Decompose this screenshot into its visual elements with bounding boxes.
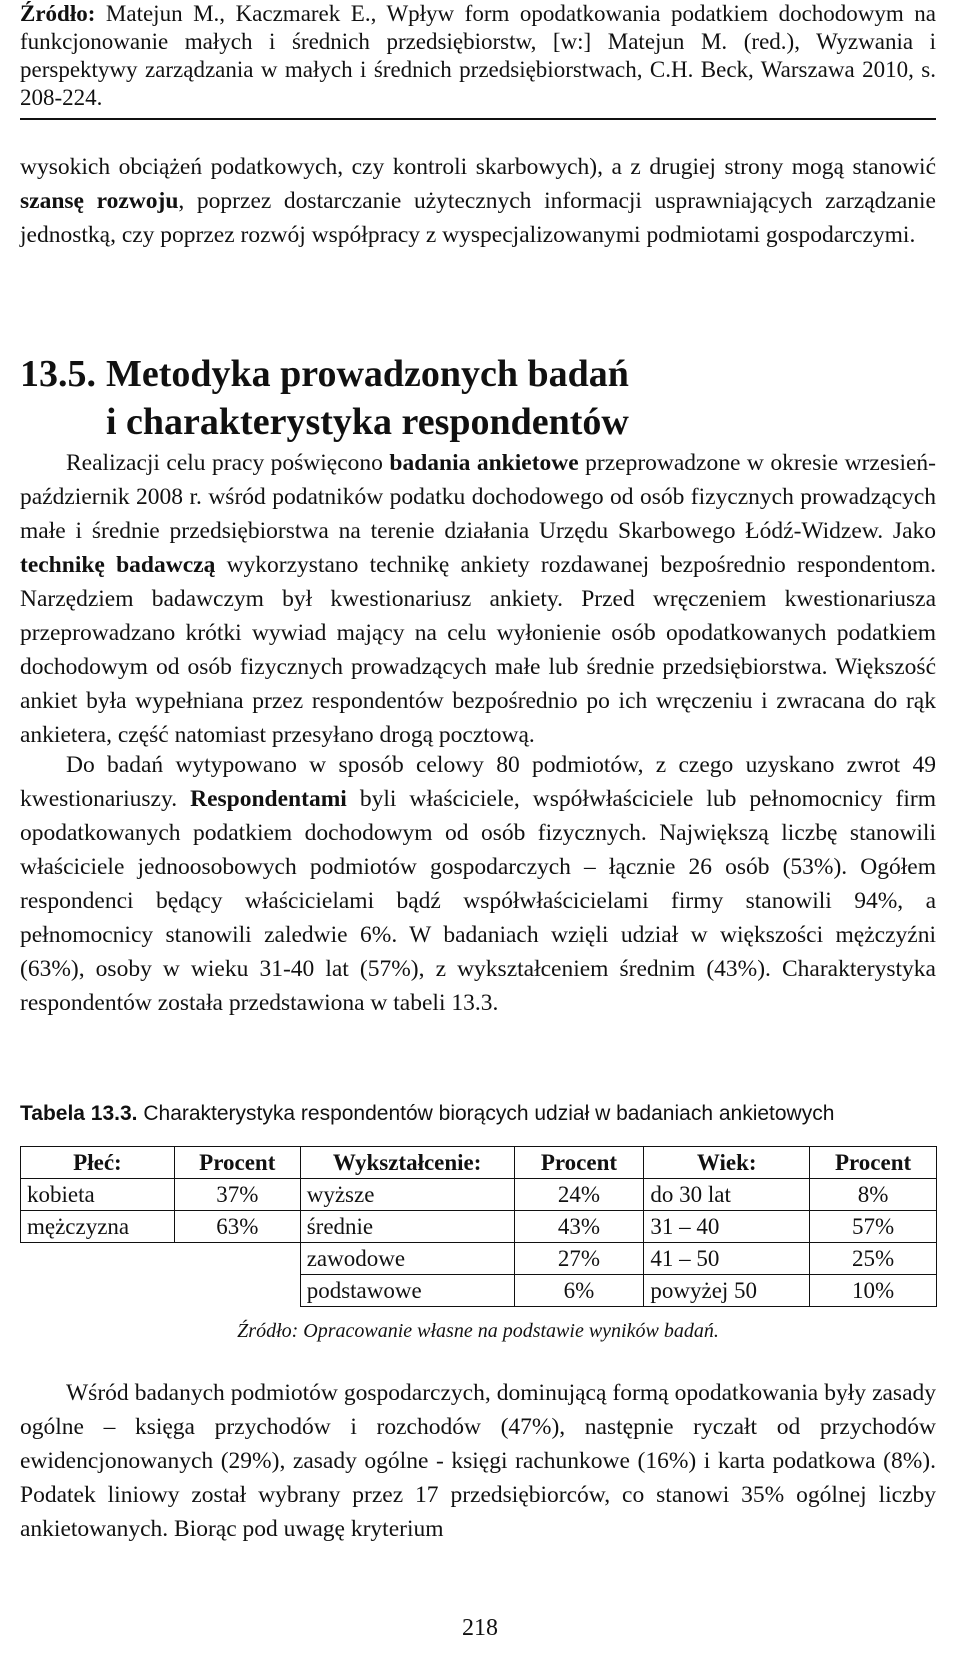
table-cell: 37% (174, 1179, 300, 1211)
table-cell-empty (174, 1243, 300, 1275)
table-cell: wyższe (300, 1179, 514, 1211)
intro-bold-text: szansę rozwoju (20, 188, 179, 214)
respondents-bold: Respondentami (190, 786, 347, 812)
methodology-text-e: wykorzystano technikę ankiety rozdawanej bezpośrednio respondentom. Narzędziem badawczym był kwestionariusz ankiety. Przed wręczeniem kwestionariusza przeprowadzano krótki wywiad mający na celu wyłonienie osób opodatkowanych podatkiem dochodowym od osób fizycznych prowadzących małe lub średnie przedsiębiorstwa. Większość ankiet była wypełniana przez respondentów bezpośrednio po ich wręczeniu i zwracana do rąk ankietera, część natomiast przesyłano drogą pocztową. (20, 552, 936, 748)
intro-paragraph (20, 150, 936, 252)
table-cell-empty (21, 1275, 175, 1307)
table-cell: powyżej 50 (644, 1275, 810, 1307)
table-header: Płeć: (21, 1147, 175, 1179)
table-cell: 43% (514, 1211, 644, 1243)
table-row (21, 1275, 937, 1307)
table-row (21, 1243, 937, 1275)
table-source-note: Źródło: Opracowanie własne na podstawie wyników badań. (237, 1320, 719, 1342)
table-row (21, 1179, 937, 1211)
page-number: 218 (462, 1615, 498, 1641)
table-caption-label: Tabela 13.3. (20, 1102, 138, 1125)
table-header: Procent (810, 1147, 937, 1179)
table-cell: 57% (810, 1211, 937, 1243)
table-cell: 41 – 50 (644, 1243, 810, 1275)
table-cell-empty (174, 1275, 300, 1307)
intro-text-a: wysokich obciążeń podatkowych, czy kontroli skarbowych), a z drugiej strony mogą stanowić (20, 154, 936, 180)
table-caption (20, 1100, 936, 1128)
table-cell: 24% (514, 1179, 644, 1211)
table-cell: 10% (810, 1275, 937, 1307)
table-cell: 6% (514, 1275, 644, 1307)
table-row (21, 1211, 937, 1243)
methodology-text-c: przeprowadzone w okresie wrzesień-październik 2008 r. wśród podatników podatku dochodowego od osób fizycznych prowadzących małe i średnie przedsiębiorstwa na terenie działania Urzędu Skarbowego Łódź-Widzew. Jako (20, 450, 936, 544)
closing-paragraph: Wśród badanych podmiotów gospodarczych, dominującą formą opodatkowania były zasady ogólne – księga przychodów i rozchodów (47%), następnie ryczałt od przychodów ewidencjonowanych (29%), zasady ogólne - księgi rachunkowe (16%) i karta podatkowa (8%). Podatek liniowy został wybrany przez 17 przedsiębiorców, co stanowi 35% ogólnej liczby ankietowanych. Biorąc pod uwagę kryterium (20, 1380, 936, 1542)
table-header: Wiek: (644, 1147, 810, 1179)
section-number: 13.5. (20, 353, 96, 395)
respondents-paragraph (20, 748, 936, 1020)
section-title-line1: Metodyka prowadzonych badań (106, 353, 629, 395)
table-caption-text: Charakterystyka respondentów biorących udział w badaniach ankietowych (137, 1102, 835, 1125)
table-cell: 63% (174, 1211, 300, 1243)
table-header: Wykształcenie: (300, 1147, 514, 1179)
table-cell: zawodowe (300, 1243, 514, 1275)
table-cell: średnie (300, 1211, 514, 1243)
methodology-paragraph (20, 446, 936, 752)
methodology-bold-survey: badania ankietowe (389, 450, 579, 476)
source-label: Źródło: (20, 1, 96, 26)
table-cell: kobieta (21, 1179, 175, 1211)
table-cell: 27% (514, 1243, 644, 1275)
table-cell: 31 – 40 (644, 1211, 810, 1243)
respondents-table (20, 1146, 937, 1307)
table-header-row (21, 1147, 937, 1179)
section-heading (20, 350, 936, 446)
source-citation (20, 0, 936, 120)
table-cell: 25% (810, 1243, 937, 1275)
methodology-bold-technique: technikę badawczą (20, 552, 216, 578)
intro-text-c: , poprzez dostarczanie użytecznych informacji usprawniających zarządzanie jednostką, czy poprzez rozwój współpracy z wyspecjalizowanymi podmiotami gospodarczymi. (20, 188, 936, 248)
source-text: Matejun M., Kaczmarek E., Wpływ form opodatkowania podatkiem dochodowym na funkcjonowanie małych i średnich przedsiębiorstw, [w:] Matejun M. (red.), Wyzwania i perspektywy zarządzania w małych i średnich przedsiębiorstwach, C.H. Beck, Warszawa 2010, s. 208-224. (20, 1, 937, 110)
respondents-text-c: byli właściciele, współwłaściciele lub pełnomocnicy firm opodatkowanych podatkiem dochodowym od osób fizycznych. Największą liczbę stanowili właściciele jednoosobowych podmiotów gospodarczych – łącznie 26 osób (53%). Ogółem respondenci będący właścicielami bądź współwłaścicielami firmy stanowili 94%, a pełnomocnicy stanowili zaledwie 6%. W badaniach wzięli udział w większości mężczyźni (63%), osoby w wieku 31-40 lat (57%), z wykształceniem średnim (43%). Charakterystyka respondentów została przedstawiona w tabeli 13.3. (20, 786, 936, 1016)
table-cell: podstawowe (300, 1275, 514, 1307)
table-cell: 8% (810, 1179, 937, 1211)
table-cell-empty (21, 1243, 175, 1275)
table-header: Procent (514, 1147, 644, 1179)
methodology-text-a: Realizacji celu pracy poświęcono (66, 450, 390, 476)
section-title-line2: i charakterystyka respondentów (106, 401, 629, 443)
respondents-text-a: Do badań wytypowano w sposób celowy 80 podmiotów, z czego uzyskano zwrot 49 kwestionariuszy. (20, 752, 936, 812)
table-cell: do 30 lat (644, 1179, 810, 1211)
table-header: Procent (174, 1147, 300, 1179)
table-cell: mężczyzna (21, 1211, 175, 1243)
